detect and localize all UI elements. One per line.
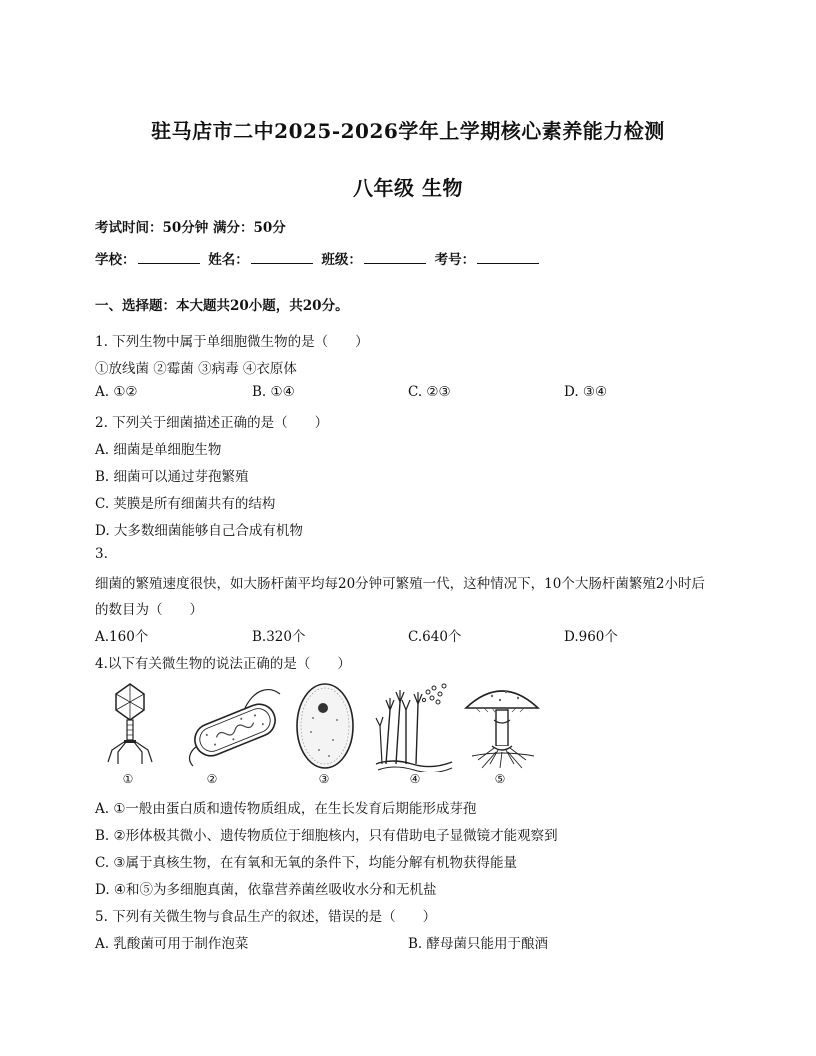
- question-2-stem: 2. 下列关于细菌描述正确的是（ ）: [95, 415, 329, 431]
- q4-option-d: D. ④和⑤为多细胞真菌，依靠营养菌丝吸收水分和无机盐: [95, 882, 437, 898]
- exam-time-score: 考试时间：50分钟 满分：50分: [95, 220, 286, 236]
- q3-option-a: A.160个: [95, 629, 149, 645]
- q3-option-c: C.640个: [408, 629, 462, 645]
- q3-option-d: D.960个: [564, 629, 618, 645]
- name-label: 姓名：: [208, 252, 249, 268]
- q2-option-a: A. 细菌是单细胞生物: [95, 442, 222, 458]
- question-5-stem: 5. 下列有关微生物与食品生产的叙述，错误的是（ ）: [95, 909, 437, 925]
- class-blank: [364, 251, 426, 264]
- q5-option-a: A. 乳酸菌可用于制作泡菜: [95, 936, 249, 952]
- student-info-row: [95, 248, 543, 268]
- q3-option-b: B.320个: [252, 629, 306, 645]
- number-label: 考号：: [434, 252, 476, 268]
- bacteriophage-icon: [100, 680, 160, 770]
- q2-option-b: B. 细菌可以通过芽孢繁殖: [95, 469, 249, 485]
- question-1-items: ①放线菌 ②霉菌 ③病毒 ④衣原体: [95, 361, 297, 377]
- q4-option-a: A. ①一般由蛋白质和遗传物质组成，在生长发育后期能形成芽孢: [95, 801, 477, 817]
- q1-option-b: B. ①④: [252, 384, 295, 400]
- section-heading: 一、选择题：本大题共20小题，共20分。: [95, 298, 349, 314]
- q2-option-d: D. 大多数细菌能够自己合成有机物: [95, 523, 303, 539]
- figure-label-5: ⑤: [494, 772, 506, 786]
- school-blank: [138, 251, 200, 264]
- question-4-stem: 4.以下有关微生物的说法正确的是（ ）: [95, 656, 351, 672]
- class-label: 班级：: [321, 252, 362, 268]
- number-blank: [477, 251, 539, 264]
- school-label: 学校：: [95, 252, 136, 268]
- q1-option-c: C. ②③: [408, 384, 451, 400]
- page-title: 驻马店市二中2025-2026学年上学期核心素养能力检测: [151, 119, 665, 143]
- q4-option-b: B. ②形体极其微小、遗传物质位于细胞核内，只有借助电子显微镜才能观察到: [95, 828, 558, 844]
- bacterium-icon: [185, 680, 285, 770]
- question-1-stem: 1. 下列生物中属于单细胞微生物的是（ ）: [95, 334, 369, 350]
- mold-icon: [372, 680, 457, 772]
- figure-label-1: ①: [122, 772, 134, 786]
- figure-label-4: ④: [409, 772, 421, 786]
- figure-label-2: ②: [206, 772, 218, 786]
- q1-option-d: D. ③④: [564, 384, 608, 400]
- page-subtitle: 八年级 生物: [353, 176, 463, 200]
- figure-label-3: ③: [318, 772, 330, 786]
- question-3-number: 3.: [95, 546, 108, 562]
- question-3-stem-line2: 的数目为（ ）: [95, 602, 203, 618]
- yeast-cell-icon: [293, 680, 357, 772]
- q5-option-b: B. 酵母菌只能用于酿酒: [408, 936, 549, 952]
- question-3-stem-line1: 细菌的繁殖速度很快，如大肠杆菌平均每20分钟可繁殖一代，这种情况下，10个大肠杆菌繁殖2小时后: [95, 576, 705, 592]
- q4-option-c: C. ③属于真核生物，在有氧和无氧的条件下，均能分解有机物获得能量: [95, 855, 518, 871]
- q1-option-a: A. ①②: [95, 384, 138, 400]
- name-blank: [251, 251, 313, 264]
- q2-option-c: C. 荚膜是所有细菌共有的结构: [95, 496, 276, 512]
- mushroom-icon: [462, 680, 542, 772]
